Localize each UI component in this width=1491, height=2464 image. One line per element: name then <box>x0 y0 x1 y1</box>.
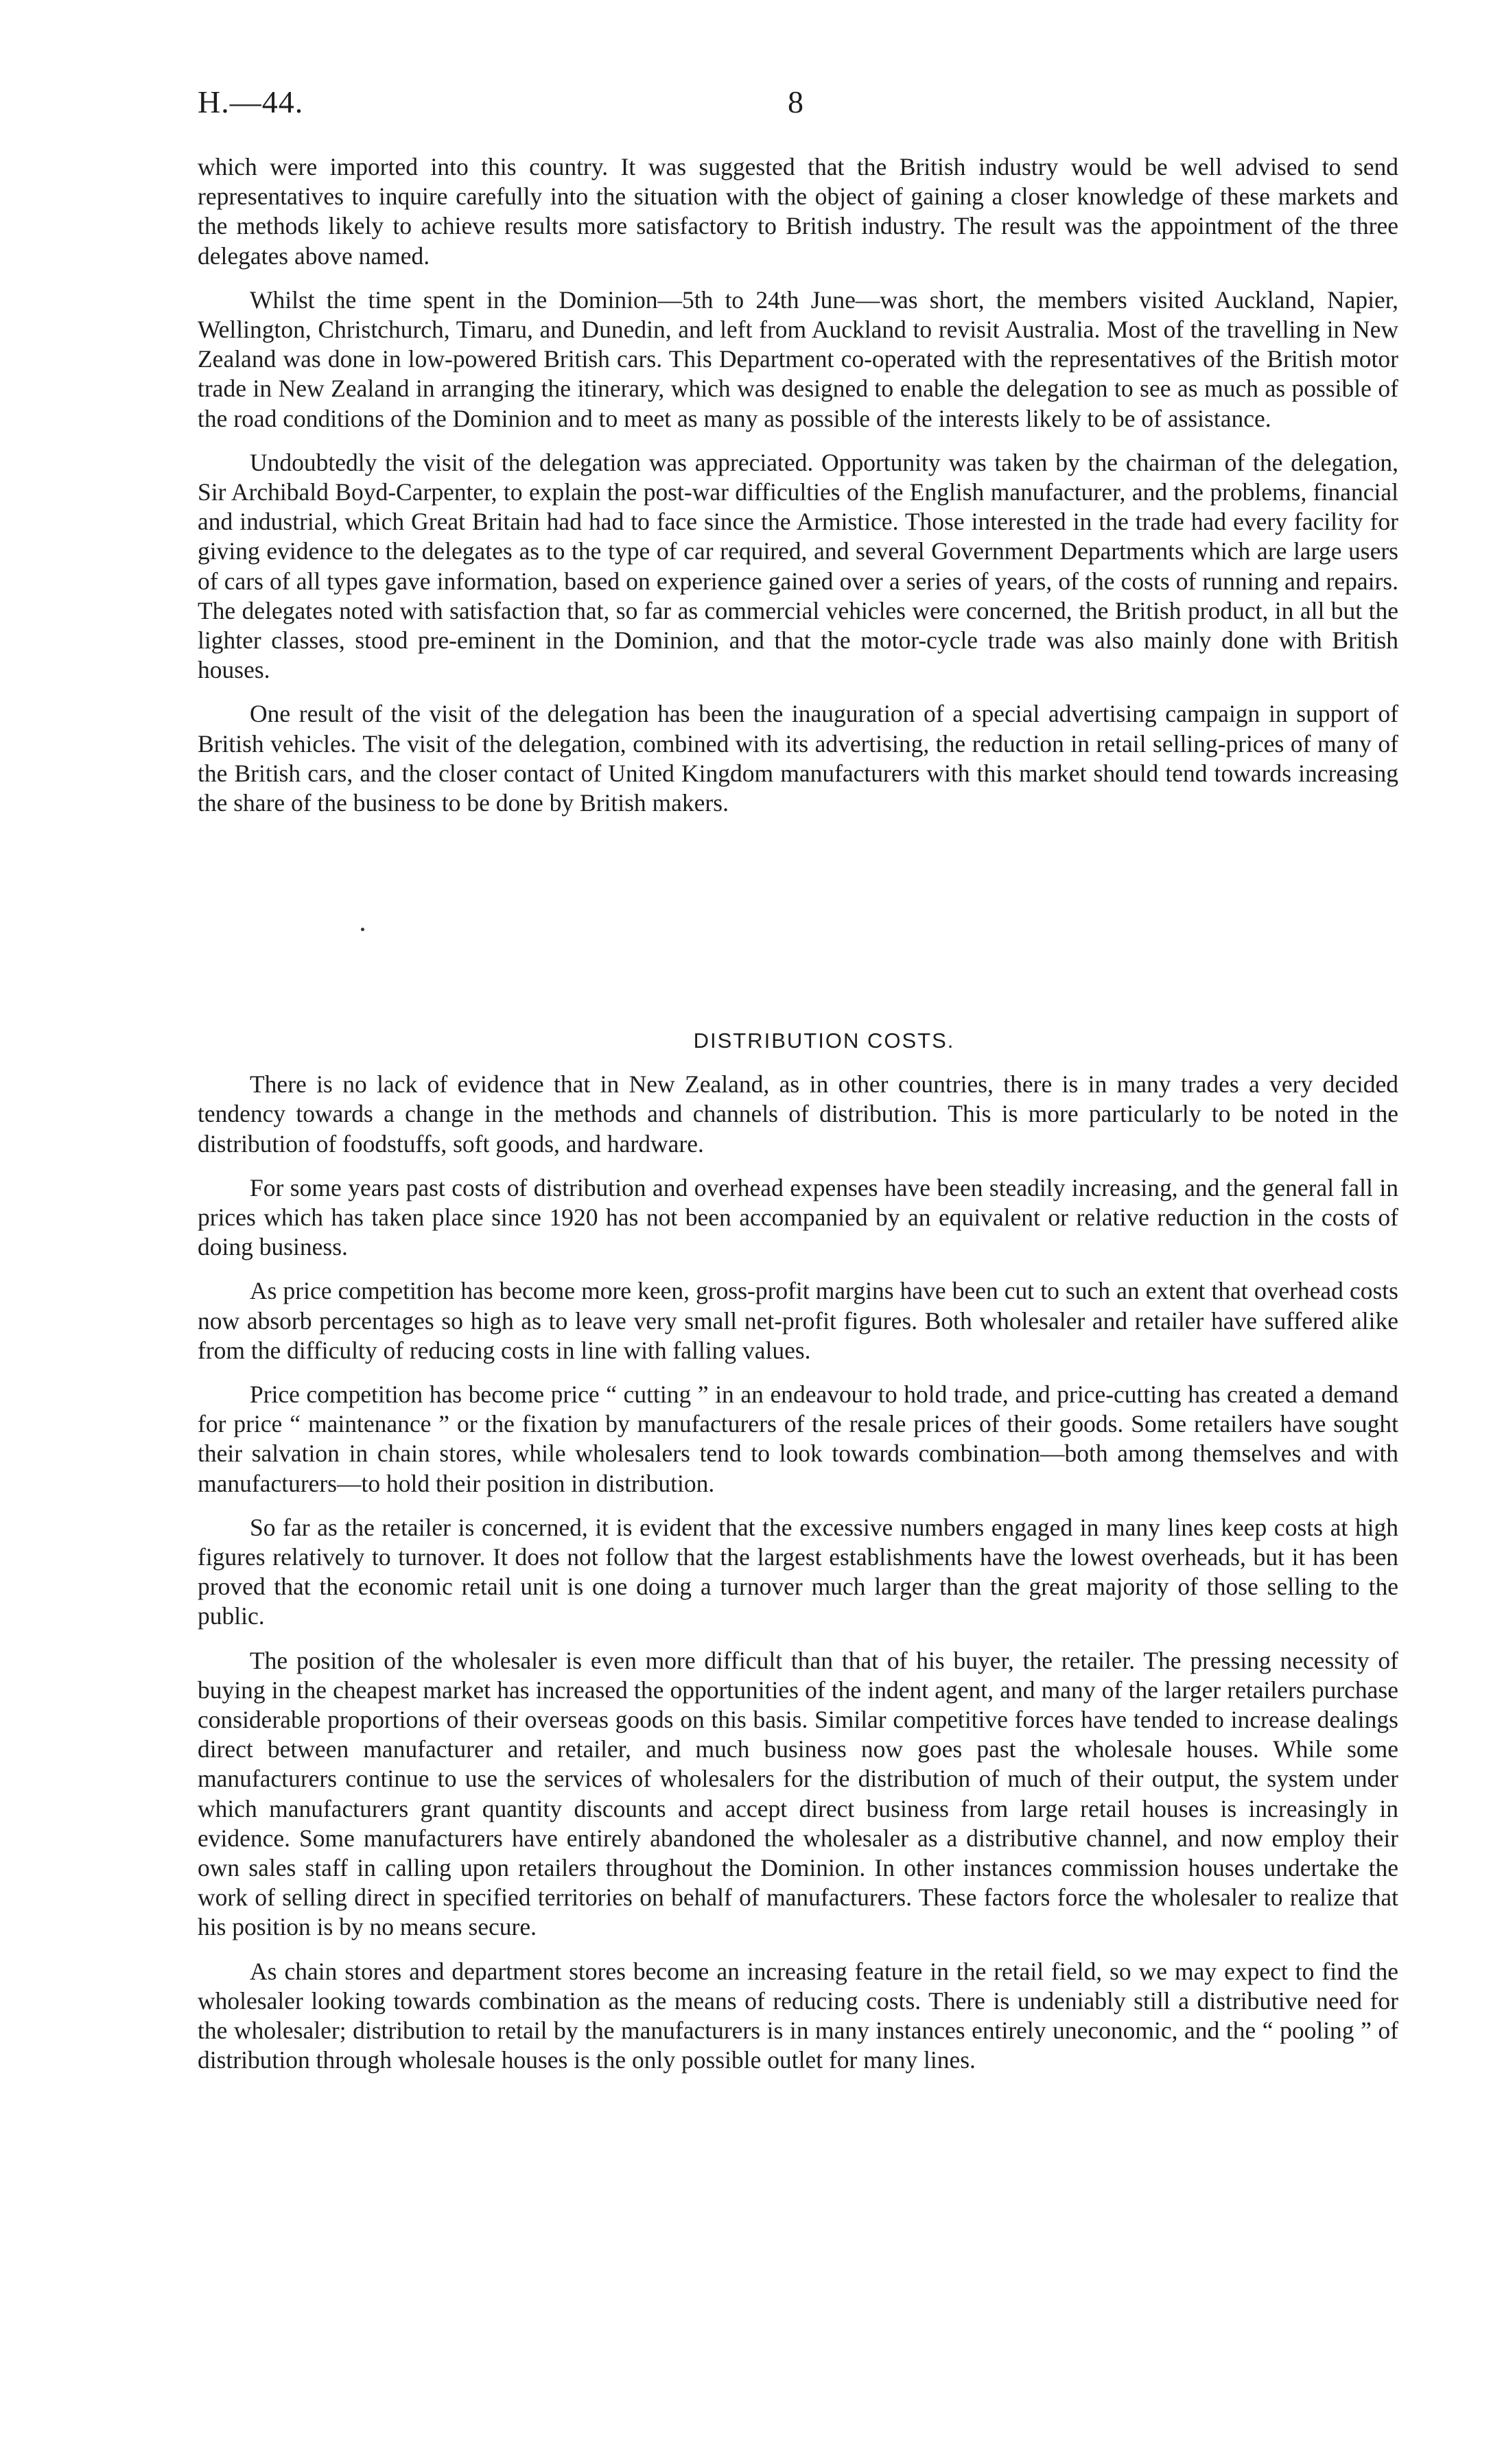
print-mark <box>361 928 364 931</box>
report-reference: H.—44. <box>198 84 304 119</box>
paragraph: So far as the retailer is concerned, it is evident that the excessive numbers engaged in many lines keep costs at high figures relatively to turnover. It does not follow that the largest establishments have the lowest overheads, but it has been proved that the economic retail unit is one doing a turnover much larger than the great majority of those selling to the public. <box>198 1513 1398 1630</box>
paragraph: Price competition has become price “ cutting ” in an endeavour to hold trade, and price-cutting has created a demand for price “ maintenance ” or the fixation by manufacturers of the resale prices of their goods. Some retailers have sought their salvation in chain stores, while wholesalers tend to look towards combination—both among themselves and with manufacturers—to hold their position in distribution. <box>198 1381 1398 1497</box>
page-header <box>198 84 1399 132</box>
page-number: 8 <box>788 84 803 119</box>
paragraph: which were imported into this country. It was suggested that the British industry would be well advised to send representatives to inquire carefully into the situation with the object of gaining a closer knowledge of these markets and the methods likely to achieve results more satisfactory to British industry. The result was the appointment of the three delegates above named. <box>198 153 1398 270</box>
paragraph: For some years past costs of distribution and overhead expenses have been steadily increasing, and the general fall in prices which has taken place since 1920 has not been accompanied by an equivalent or relative reduction in the costs of doing business. <box>198 1173 1398 1261</box>
paragraph: One result of the visit of the delegation has been the inauguration of a special advertising campaign in support of British vehicles. The visit of the delegation, combined with its advertising, the reduction in retail selling-prices of many of the British cars, and the closer contact of United Kingdom manufacturers with this market should tend towards increasing the share of the business to be done by British makers. <box>198 700 1398 817</box>
section-heading: DISTRIBUTION COSTS. <box>693 1029 955 1053</box>
paragraph: Whilst the time spent in the Dominion—5th to 24th June—was short, the members visited Auckland, Napier, Wellington, Christchurch, Timaru, and Dunedin, and left from Auckland to revisit Australia. Most of the travelling in New Zealand was done in low-powered British cars. This Department co-operated with the representatives of the British motor trade in New Zealand in arranging the itinerary, which was designed to enable the delegation to see as much as possible of the road conditions of the Dominion and to meet as many as possible of the interests likely to be of assistance. <box>198 285 1398 432</box>
paragraph: There is no lack of evidence that in New Zealand, as in other countries, there is in many trades a very decided tendency towards a change in the methods and channels of distribution. This is more particularly to be noted in the distribution of foodstuffs, soft goods, and hardware. <box>198 1070 1398 1158</box>
motor-trade-section <box>198 152 1398 832</box>
distribution-costs-section <box>198 1026 1398 2090</box>
paragraph: As chain stores and department stores become an increasing feature in the retail field, so we may expect to find the wholesaler looking towards combination as the means of reducing costs. There is undeniably still a distributive need for the wholesaler; distribution to retail by the manufacturers is in many instances entirely uneconomic, and the “ pooling ” of distribution through wholesale houses is the only possible outlet for many lines. <box>198 1957 1398 2074</box>
paragraph: As price competition has become more keen, gross-profit margins have been cut to such an extent that overhead costs now absorb percentages so high as to leave very small net-profit figures. Both wholesaler and retailer have suffered alike from the difficulty of reducing costs in line with falling values. <box>198 1277 1398 1364</box>
paragraph: The position of the wholesaler is even more difficult than that of his buyer, the retailer. The pressing necessity of buying in the cheapest market has increased the opportunities of the indent agent, and many of the larger retailers purchase considerable proportions of their overseas goods on this basis. Similar competitive forces have tended to increase dealings direct between manufacturer and retailer, and much business now goes past the wholesale houses. While some manufacturers continue to use the services of wholesalers for the distribution of much of their output, the system under which manufacturers grant quantity discounts and accept direct business from large retail houses is increasingly in evidence. Some manufacturers have entirely abandoned the wholesaler as a distributive channel, and now employ their own sales staff in calling upon retailers throughout the Dominion. In other instances commission houses undertake the work of selling direct in specified territories on behalf of manufacturers. These factors force the wholesaler to realize that his position is by no means secure. <box>198 1646 1398 1941</box>
paragraph: Undoubtedly the visit of the delegation was appreciated. Opportunity was taken by the chairman of the delegation, Sir Archibald Boyd-Carpenter, to explain the post-war difficulties of the English manufacturer, and the problems, financial and industrial, which Great Britain had had to face since the Armistice. Those interested in the trade had every facility for giving evidence to the delegates as to the type of car required, and several Government Departments which are large users of cars of all types gave information, based on experience gained over a series of years, of the costs of running and repairs. The delegates noted with satisfaction that, so far as commercial vehicles were concerned, the British product, in all but the lighter classes, stood pre-eminent in the Dominion, and that the motor-cycle trade was also mainly done with British houses. <box>198 448 1398 684</box>
